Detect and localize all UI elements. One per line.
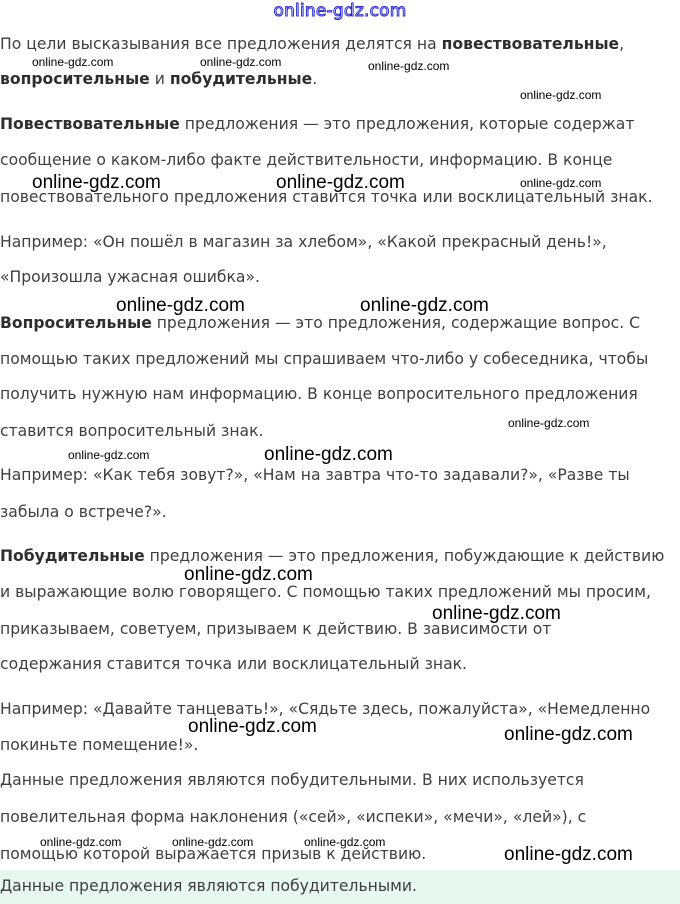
interrogative-line-2: помощью таких предложений мы спрашиваем что-либо у собеседника, чтобы [0, 350, 649, 368]
intro-text: По цели высказывания все предложения делятся на [0, 35, 442, 53]
watermark: online-gdz.com [276, 172, 405, 193]
watermark: online-gdz.com [172, 835, 254, 849]
watermark: online-gdz.com [360, 295, 489, 316]
narrative-line-3: повествовательного предложения ставится точка или восклицательный знак. [0, 188, 653, 206]
narrative-example-2: «Произошла ужасная ошибка». [0, 268, 260, 286]
term-interrogative: вопросительные [0, 70, 150, 88]
watermark: online-gdz.com [304, 835, 386, 849]
narrative-example-1: Например: «Он пошёл в магазин за хлебом», «Какой прекрасный день!», [0, 233, 607, 251]
punct: , [619, 35, 625, 53]
interrogative-example-2: забыла о встрече?». [0, 503, 167, 521]
watermark: online-gdz.com [40, 835, 122, 849]
watermark: online-gdz.com [184, 564, 313, 585]
imperative-line-3: приказываем, советуем, призываем к действию. В зависимости от [0, 620, 552, 638]
imperative-line-1 [0, 546, 664, 566]
narrative-term: Повествовательные [0, 115, 180, 133]
site-header-logo: online-gdz.com [273, 1, 407, 21]
narrative-line-2: сообщение о каком-либо факте действительности, информацию. В конце [0, 151, 613, 169]
imperative-text: предложения — это предложения, побуждающие к действию [144, 547, 665, 565]
watermark: online-gdz.com [368, 59, 450, 73]
imperative-example-2: покиньте помещение!». [0, 736, 199, 754]
watermark: online-gdz.com [68, 448, 150, 462]
watermark: online-gdz.com [520, 176, 602, 190]
watermark: online-gdz.com [116, 295, 245, 316]
interrogative-line-4: ставится вопросительный знак. [0, 422, 264, 440]
interrogative-text: предложения — это предложения, содержащие вопрос. С [151, 314, 641, 332]
conclusion-text: Данные предложения являются побудительными. [0, 877, 418, 895]
imperative-note-2: повелительная форма наклонения («сей», «испеки», «мечи», «лей»), с [0, 808, 587, 826]
watermark: online-gdz.com [32, 172, 161, 193]
watermark: online-gdz.com [520, 88, 602, 102]
term-imperative: побудительные [169, 70, 313, 88]
imperative-line-4: содержания ставится точка или восклицательный знак. [0, 655, 467, 673]
imperative-note-1: Данные предложения являются побудительными. В них используется [0, 771, 584, 789]
conclusion-box [0, 870, 680, 904]
watermark: online-gdz.com [264, 444, 393, 465]
watermark: online-gdz.com [200, 55, 282, 69]
intro-conj: и [149, 70, 170, 88]
narrative-line-1 [0, 114, 634, 134]
intro-line-1 [0, 34, 624, 54]
imperative-example-1: Например: «Давайте танцевать!», «Сядьте здесь, пожалуйста», «Немедленно [0, 700, 651, 718]
narrative-text: предложения — это предложения, которые содержат [179, 115, 635, 133]
interrogative-line-3: получить нужную нам информацию. В конце вопросительного предложения [0, 385, 638, 403]
imperative-line-2: и выражающие волю говорящего. С помощью таких предложений мы просим, [0, 583, 651, 601]
imperative-term: Побудительные [0, 547, 145, 565]
watermark: online-gdz.com [188, 716, 317, 737]
interrogative-line-1 [0, 313, 640, 333]
interrogative-term: Вопросительные [0, 314, 152, 332]
imperative-note-3: помощью которой выражается призыв к действию. [0, 845, 427, 863]
watermark: online-gdz.com [508, 416, 590, 430]
watermark: online-gdz.com [432, 603, 561, 624]
watermark: online-gdz.com [504, 844, 633, 865]
watermark: online-gdz.com [32, 55, 114, 69]
interrogative-example-1: Например: «Как тебя зовут?», «Нам на завтра что-то задавали?», «Разве ты [0, 466, 630, 484]
term-narrative: повествовательные [441, 35, 620, 53]
intro-line-2 [0, 69, 317, 89]
watermark: online-gdz.com [504, 724, 633, 745]
punct: . [312, 70, 318, 88]
